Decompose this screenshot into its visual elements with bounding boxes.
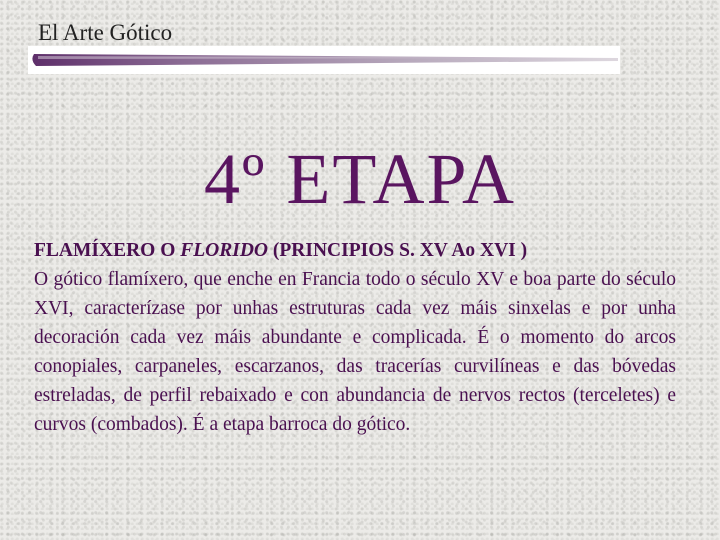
header-title: El Arte Gótico: [38, 20, 173, 45]
content-body: [34, 236, 676, 439]
subheading-part-1: FLAMÍXERO O: [34, 240, 181, 261]
subheading-part-3: (PRINCIPIOS S. XV Ao XVI ): [268, 240, 528, 261]
section-subheading: [34, 236, 676, 265]
stage-heading: 4º ETAPA: [204, 139, 516, 219]
description-paragraph: O gótico flamíxero, que enche en Francia todo o século XV e boa parte do século XVI, caracterízase por unhas estruturas cada vez máis sinxelas e por unha decoración cada vez máis abundante e complicada. É o momento do arcos conopiales, carpaneles, escarzanos, das tracerías curvilíneas e das bóvedas estreladas, de perfil rebaixado e con abundancia de nervos rectos (terceletes) e curvos (combados). É a etapa barroca do gótico.: [34, 269, 676, 435]
slide-header: [28, 14, 620, 76]
subheading-italic: FLORIDO: [180, 240, 269, 261]
header-rule-decoration: [28, 46, 620, 74]
